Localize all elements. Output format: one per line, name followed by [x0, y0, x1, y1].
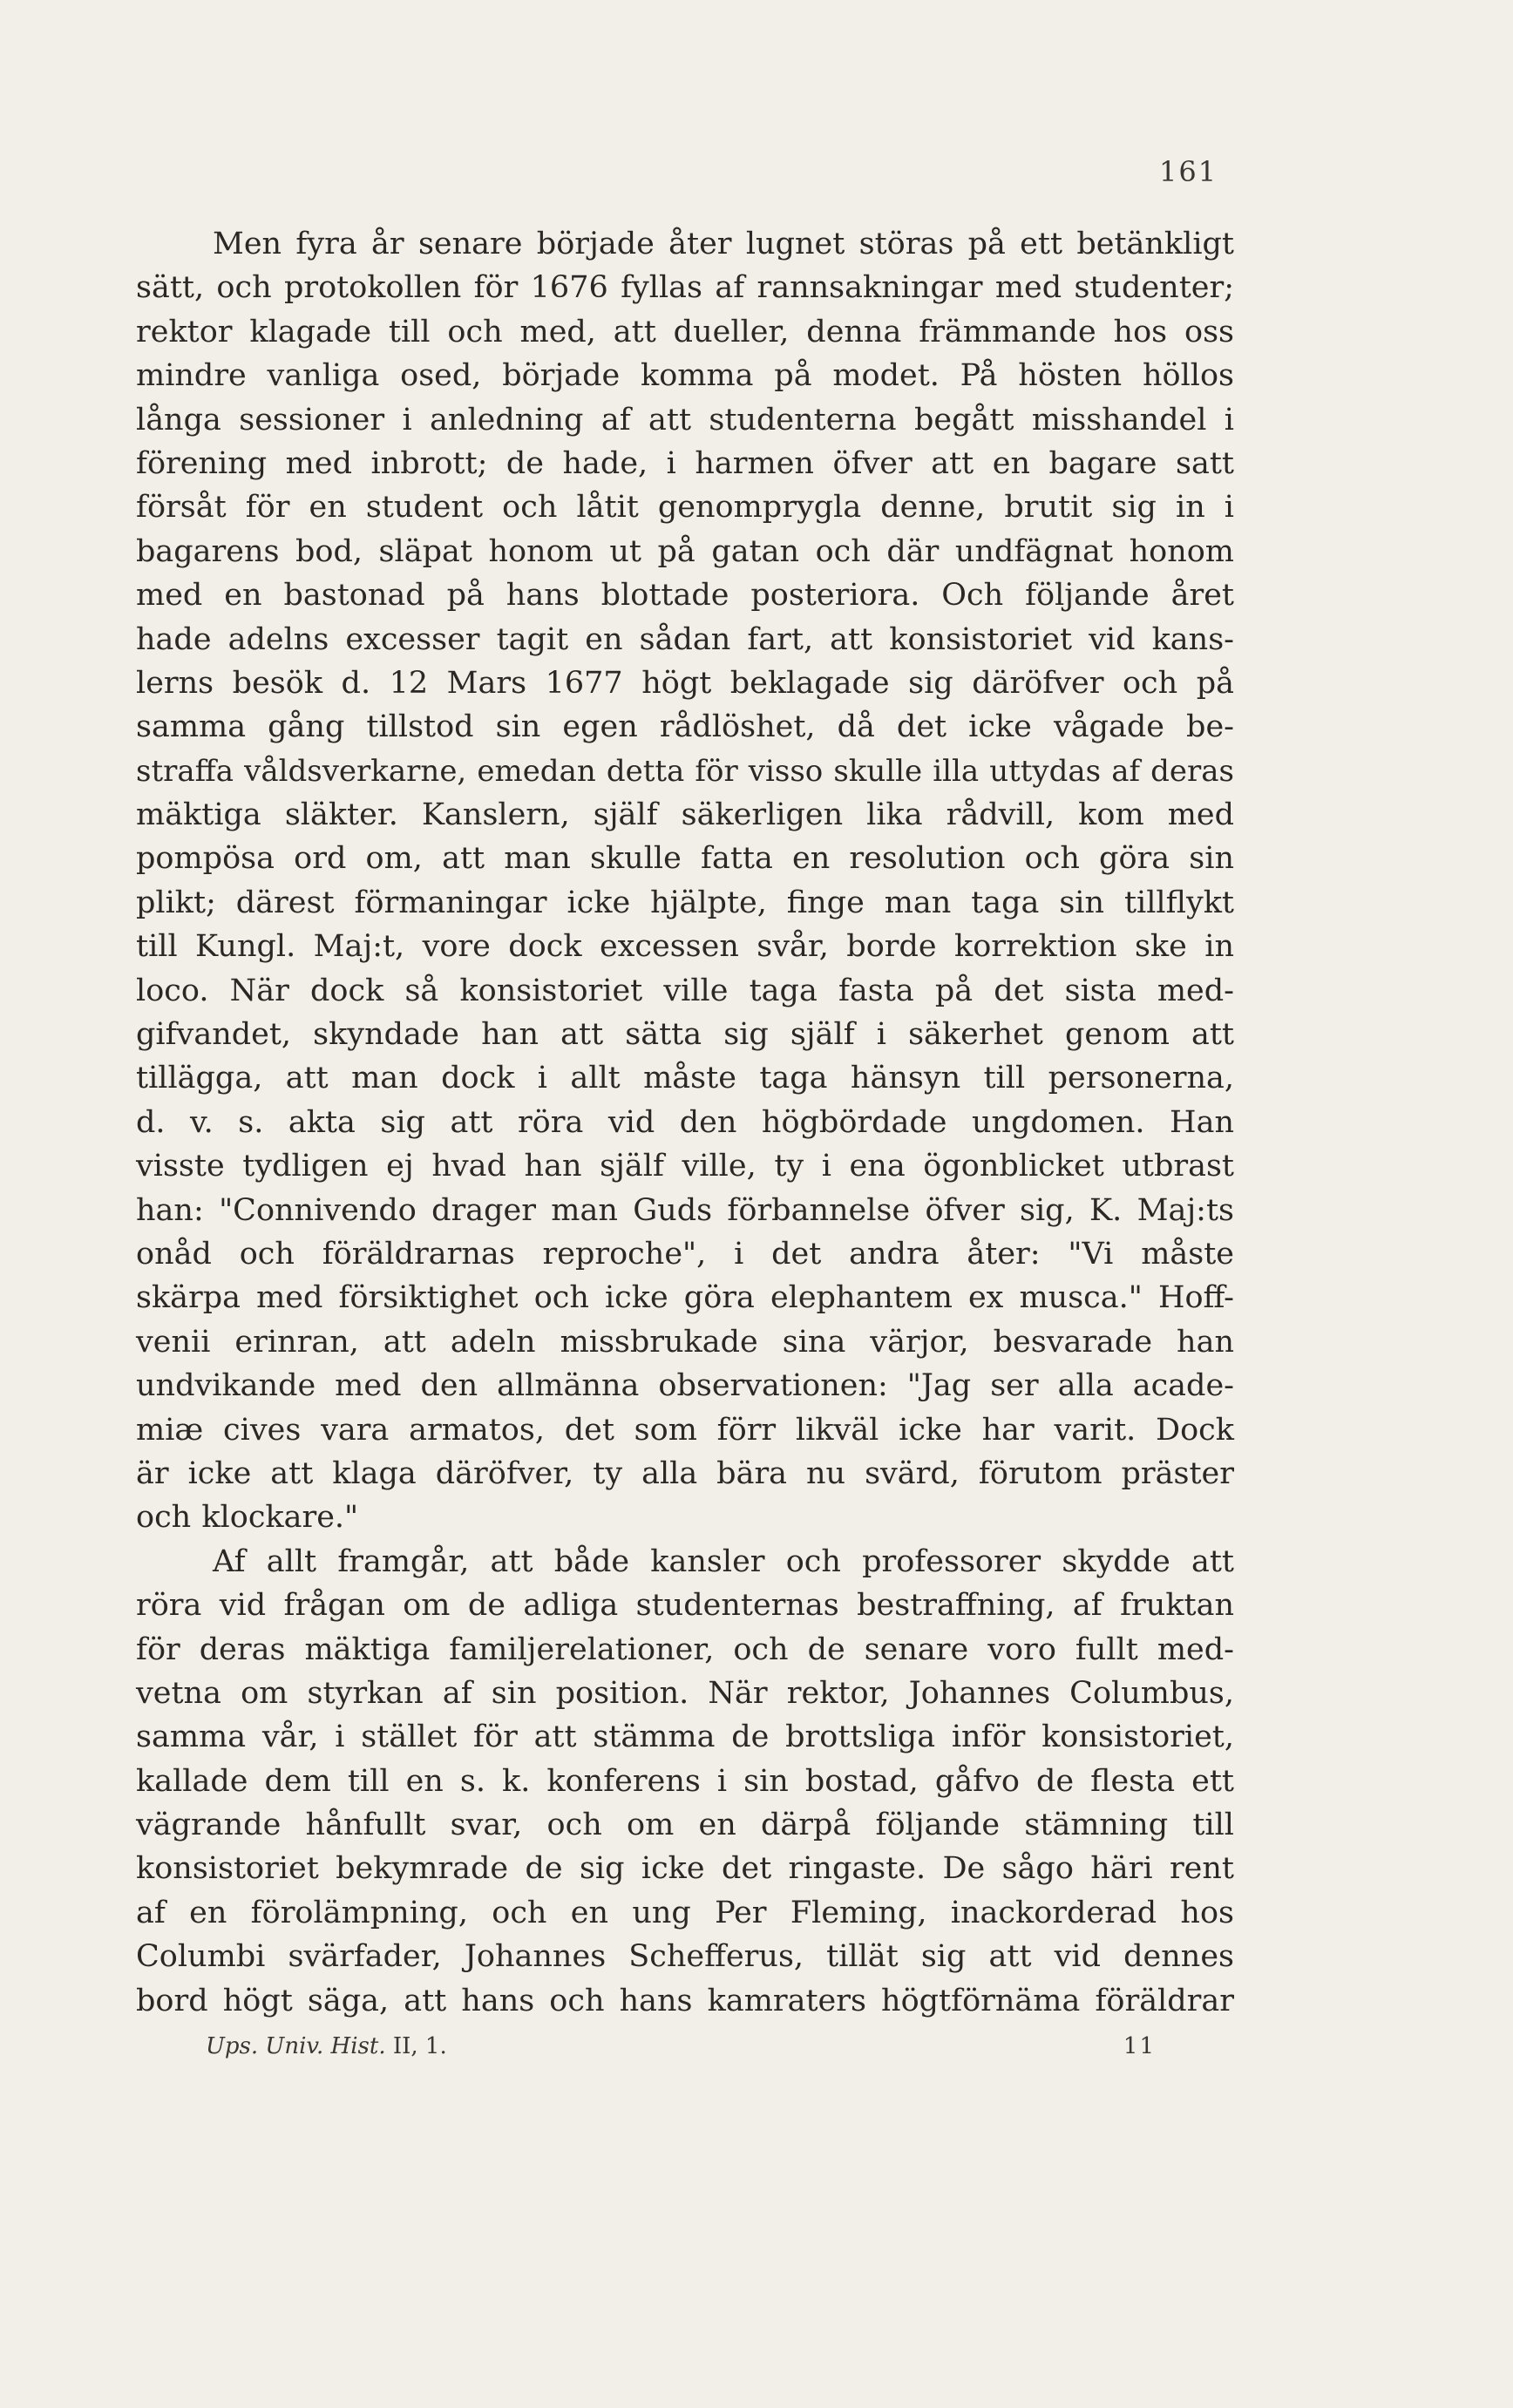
text-line: med en bastonad på hans blottade posteriora. Och följande året — [136, 578, 1234, 614]
text-line: försåt för en student och låtit genomprygla denne, brutit sig in i — [136, 490, 1234, 526]
text-line: pompösa ord om, att man skulle fatta en resolution och göra sin — [136, 841, 1234, 877]
sheet-number: 11 — [1123, 2033, 1156, 2059]
text-line: loco. När dock så konsistoriet ville taga fasta på det sista med- — [136, 973, 1234, 1008]
body-text — [136, 222, 1234, 2023]
text-line: samma vår, i stället för att stämma de brottsliga inför konsistoriet, — [136, 1720, 1234, 1755]
page-number: 161 — [1159, 155, 1218, 188]
text-line: lerns besök d. 12 Mars 1677 högt beklagade sig däröfver och på — [136, 665, 1234, 701]
text-line: rektor klagade till och med, att dueller, denna främmande hos oss — [136, 314, 1234, 349]
text-line: röra vid frågan om de adliga studenternas bestraffning, af fruktan — [136, 1588, 1234, 1624]
text-line: Af allt framgår, att både kansler och professorer skydde att — [213, 1543, 1234, 1579]
text-line: af en förolämpning, och en ung Per Fleming, inackorderad hos — [136, 1895, 1234, 1930]
text-line: mäktiga släkter. Kanslern, själf säkerligen lika rådvill, kom med — [136, 797, 1234, 833]
text-line: onåd och föräldrarnas reproche", i det andra åter: "Vi måste — [136, 1236, 1234, 1272]
text-line: hade adelns excesser tagit en sådan fart, att konsistoriet vid kans- — [136, 621, 1234, 657]
text-line: förening med inbrott; de hade, i harmen öfver att en bagare satt — [136, 445, 1234, 481]
text-line: är icke att klaga däröfver, ty alla bära nu svärd, förutom präster — [136, 1455, 1234, 1491]
page-footer — [206, 2033, 1156, 2068]
text-line: vetna om styrkan af sin position. När rektor, Johannes Columbus, — [136, 1675, 1234, 1711]
text-line: gifvandet, skyndade han att sätta sig själf i säkerhet genom att — [136, 1017, 1234, 1053]
text-line: Columbi svärfader, Johannes Schefferus, tillät sig att vid dennes — [136, 1939, 1234, 1975]
text-line: d. v. s. akta sig att röra vid den högbördade ungdomen. Han — [136, 1104, 1234, 1140]
text-line: sätt, och protokollen för 1676 fyllas af rannsakningar med studenter; — [136, 270, 1234, 306]
text-line: för deras mäktiga familjerelationer, och de senare voro fullt med- — [136, 1631, 1234, 1667]
signature-title: Ups. Univ. Hist. — [206, 2033, 386, 2059]
text-line: långa sessioner i anledning af att studenterna begått misshandel i — [136, 402, 1234, 438]
signature-volume: II, 1. — [392, 2033, 447, 2059]
text-line: bagarens bod, släpat honom ut på gatan och där undfägnat honom — [136, 533, 1234, 569]
text-line: till Kungl. Maj:t, vore dock excessen svår, borde korrektion ske in — [136, 929, 1234, 965]
text-line: Men fyra år senare började åter lugnet störas på ett betänkligt — [213, 227, 1234, 261]
text-line: plikt; därest förmaningar icke hjälpte, finge man taga sin tillflykt — [136, 885, 1234, 920]
text-line: skärpa med försiktighet och icke göra elephantem ex musca." Hoff- — [136, 1280, 1234, 1316]
text-line: samma gång tillstod sin egen rådlöshet, då det icke vågade be- — [136, 709, 1234, 745]
text-line: miæ cives vara armatos, det som förr likväl icke har varit. Dock — [136, 1412, 1234, 1448]
text-line: vägrande hånfullt svar, och om en därpå följande stämning till — [136, 1808, 1234, 1843]
text-line: bord högt säga, att hans och hans kamraters högtförnäma föräldrar — [136, 1983, 1234, 2018]
text-line: straffa våldsverkarne, emedan detta för visso skulle illa uttydas af deras — [136, 753, 1234, 789]
text-line: och klockare." — [136, 1500, 359, 1536]
text-line: han: "Connivendo drager man Guds förbannelse öfver sig, K. Maj:ts — [136, 1192, 1234, 1228]
text-line: venii erinran, att adeln missbrukade sina värjor, besvarade han — [136, 1324, 1234, 1360]
text-line: tillägga, att man dock i allt måste taga hänsyn till personerna, — [136, 1061, 1234, 1096]
text-line: konsistoriet bekymrade de sig icke det ringaste. De sågo häri rent — [136, 1851, 1234, 1887]
text-line: undvikande med den allmänna observationen: "Jag ser alla acade- — [136, 1368, 1234, 1404]
signature-mark — [206, 2033, 447, 2059]
text-line: mindre vanliga osed, började komma på modet. På hösten höllos — [136, 358, 1234, 394]
text-line: kallade dem till en s. k. konferens i sin bostad, gåfvo de flesta ett — [136, 1763, 1234, 1799]
text-line: visste tydligen ej hvad han själf ville, ty i ena ögonblicket utbrast — [136, 1149, 1234, 1184]
